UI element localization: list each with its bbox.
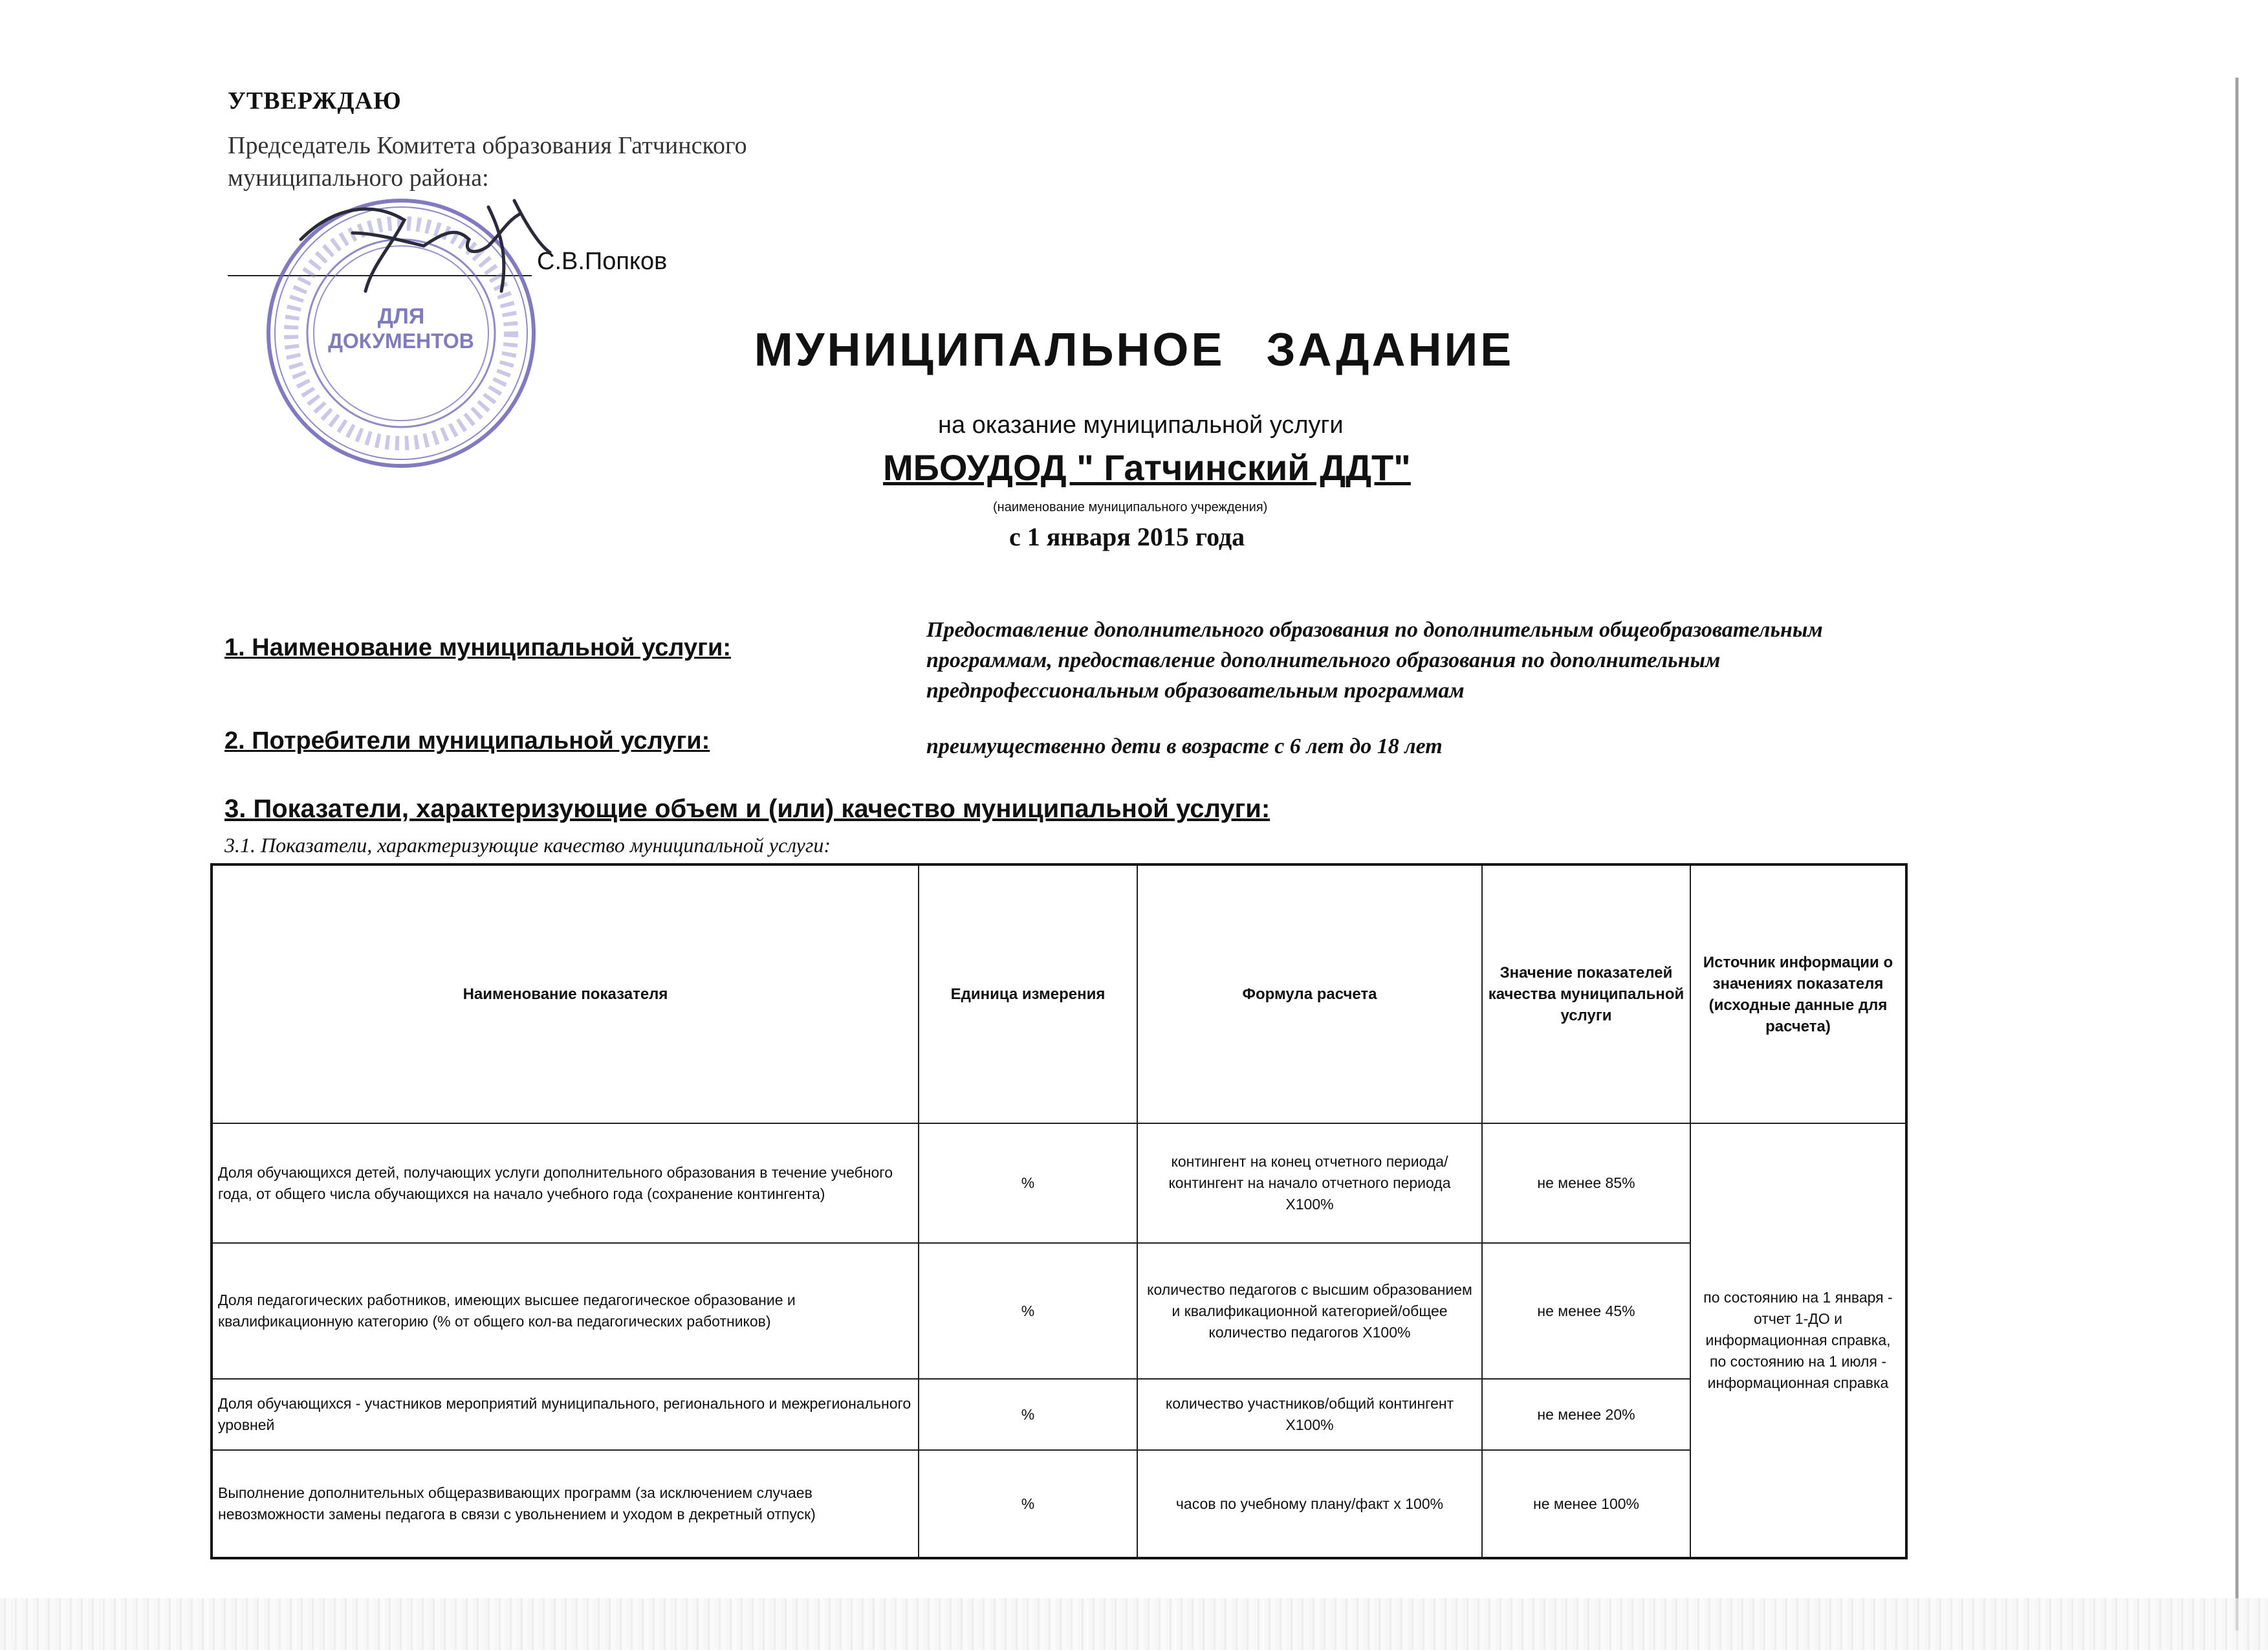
indicator-name: Доля обучающихся детей, получающих услуги дополнительного образования в течение учебного года, от общего числа обучающихся на начало учебного года (сохранение контингента) [212,1123,919,1243]
table-row [212,1243,1906,1379]
indicator-value: не менее 20% [1482,1379,1690,1450]
svg-text:ДОКУМЕНТОВ: ДОКУМЕНТОВ [328,329,474,353]
indicator-unit: % [919,1123,1137,1243]
page-edge-shadow [2235,78,2239,1631]
chair-title [228,129,875,194]
indicator-name: Выполнение дополнительных общеразвивающих программ (за исключением случаев невозможности замены педагога в связи с увольнением и уходом в декретный отпуск) [212,1450,919,1558]
indicator-unit: % [919,1450,1137,1558]
indicator-value: не менее 85% [1482,1123,1690,1243]
indicator-unit: % [919,1243,1137,1379]
institution-caption: (наименование муниципального учреждения) [993,500,1268,514]
indicator-formula: количество участников/общий контингент Х100% [1137,1379,1482,1450]
header-indicator-name: Наименование показателя [212,864,919,1123]
indicator-value: не менее 100% [1482,1450,1690,1558]
quality-indicators-table [210,863,1908,1559]
section3-1-heading: 3.1. Показатели, характеризующие качество муниципальной услуги: [224,833,831,857]
indicator-value: не менее 45% [1482,1243,1690,1379]
table-header-row [212,864,1906,1123]
section1-value: Предоставление дополнительного образования по дополнительным общеобразовательным программам, предоставление дополнительного образования по дополнительным предпрофессиональным образовательным программам [926,618,1823,703]
indicator-formula: часов по учебному плану/факт х 100% [1137,1450,1482,1558]
header-source: Источник информации о значениях показателя (исходные данные для расчета) [1690,864,1906,1123]
indicator-name: Доля обучающихся - участников мероприятий муниципального, регионального и межрегионального уровней [212,1379,919,1450]
indicator-source: по состоянию на 1 января - отчет 1-ДО и информационная справка, по состоянию на 1 июля - информационная справка [1690,1123,1906,1558]
chair-title-line1: Председатель Комитета образования Гатчинского [228,132,747,159]
chair-title-line2: муниципального района: [228,164,489,192]
section3-heading: 3. Показатели, характеризующие объем и (или) качество муниципальной услуги: [224,795,1270,823]
effective-date: с 1 января 2015 года [1009,522,1245,551]
indicator-unit: % [919,1379,1137,1450]
document-title: МУНИЦИПАЛЬНОЕ ЗАДАНИЕ [754,324,1514,376]
header-formula: Формула расчета [1137,864,1482,1123]
section2-value: преимущественно дети в возрасте с 6 лет до 18 лет [926,734,1443,758]
table-row [212,1450,1906,1558]
section1-heading: 1. Наименование муниципальной услуги: [224,634,731,661]
svg-text:ДЛЯ: ДЛЯ [377,304,425,329]
table-row [212,1123,1906,1243]
handwritten-signature [294,194,553,304]
signer-name: С.В.Попков [537,248,668,275]
header-value: Значение показателей качества муниципальной услуги [1482,864,1690,1123]
scan-artifact [0,1598,2268,1650]
table-row [212,1379,1906,1450]
indicator-formula: контингент на конец отчетного периода/контингент на начало отчетного периода Х100% [1137,1123,1482,1243]
institution-name: МБОУДОД " Гатчинский ДДТ" [883,447,1411,488]
header-unit: Единица измерения [919,864,1137,1123]
document-subtitle: на оказание муниципальной услуги [938,412,1344,439]
section2-heading: 2. Потребители муниципальной услуги: [224,727,710,754]
indicator-formula: количество педагогов с высшим образованием и квалификационной категорией/общее количество педагогов Х100% [1137,1243,1482,1379]
indicator-name: Доля педагогических работников, имеющих высшее педагогическое образование и квалификационную категорию (% от общего кол-ва педагогических работников) [212,1243,919,1379]
approve-label: УТВЕРЖДАЮ [228,87,402,115]
